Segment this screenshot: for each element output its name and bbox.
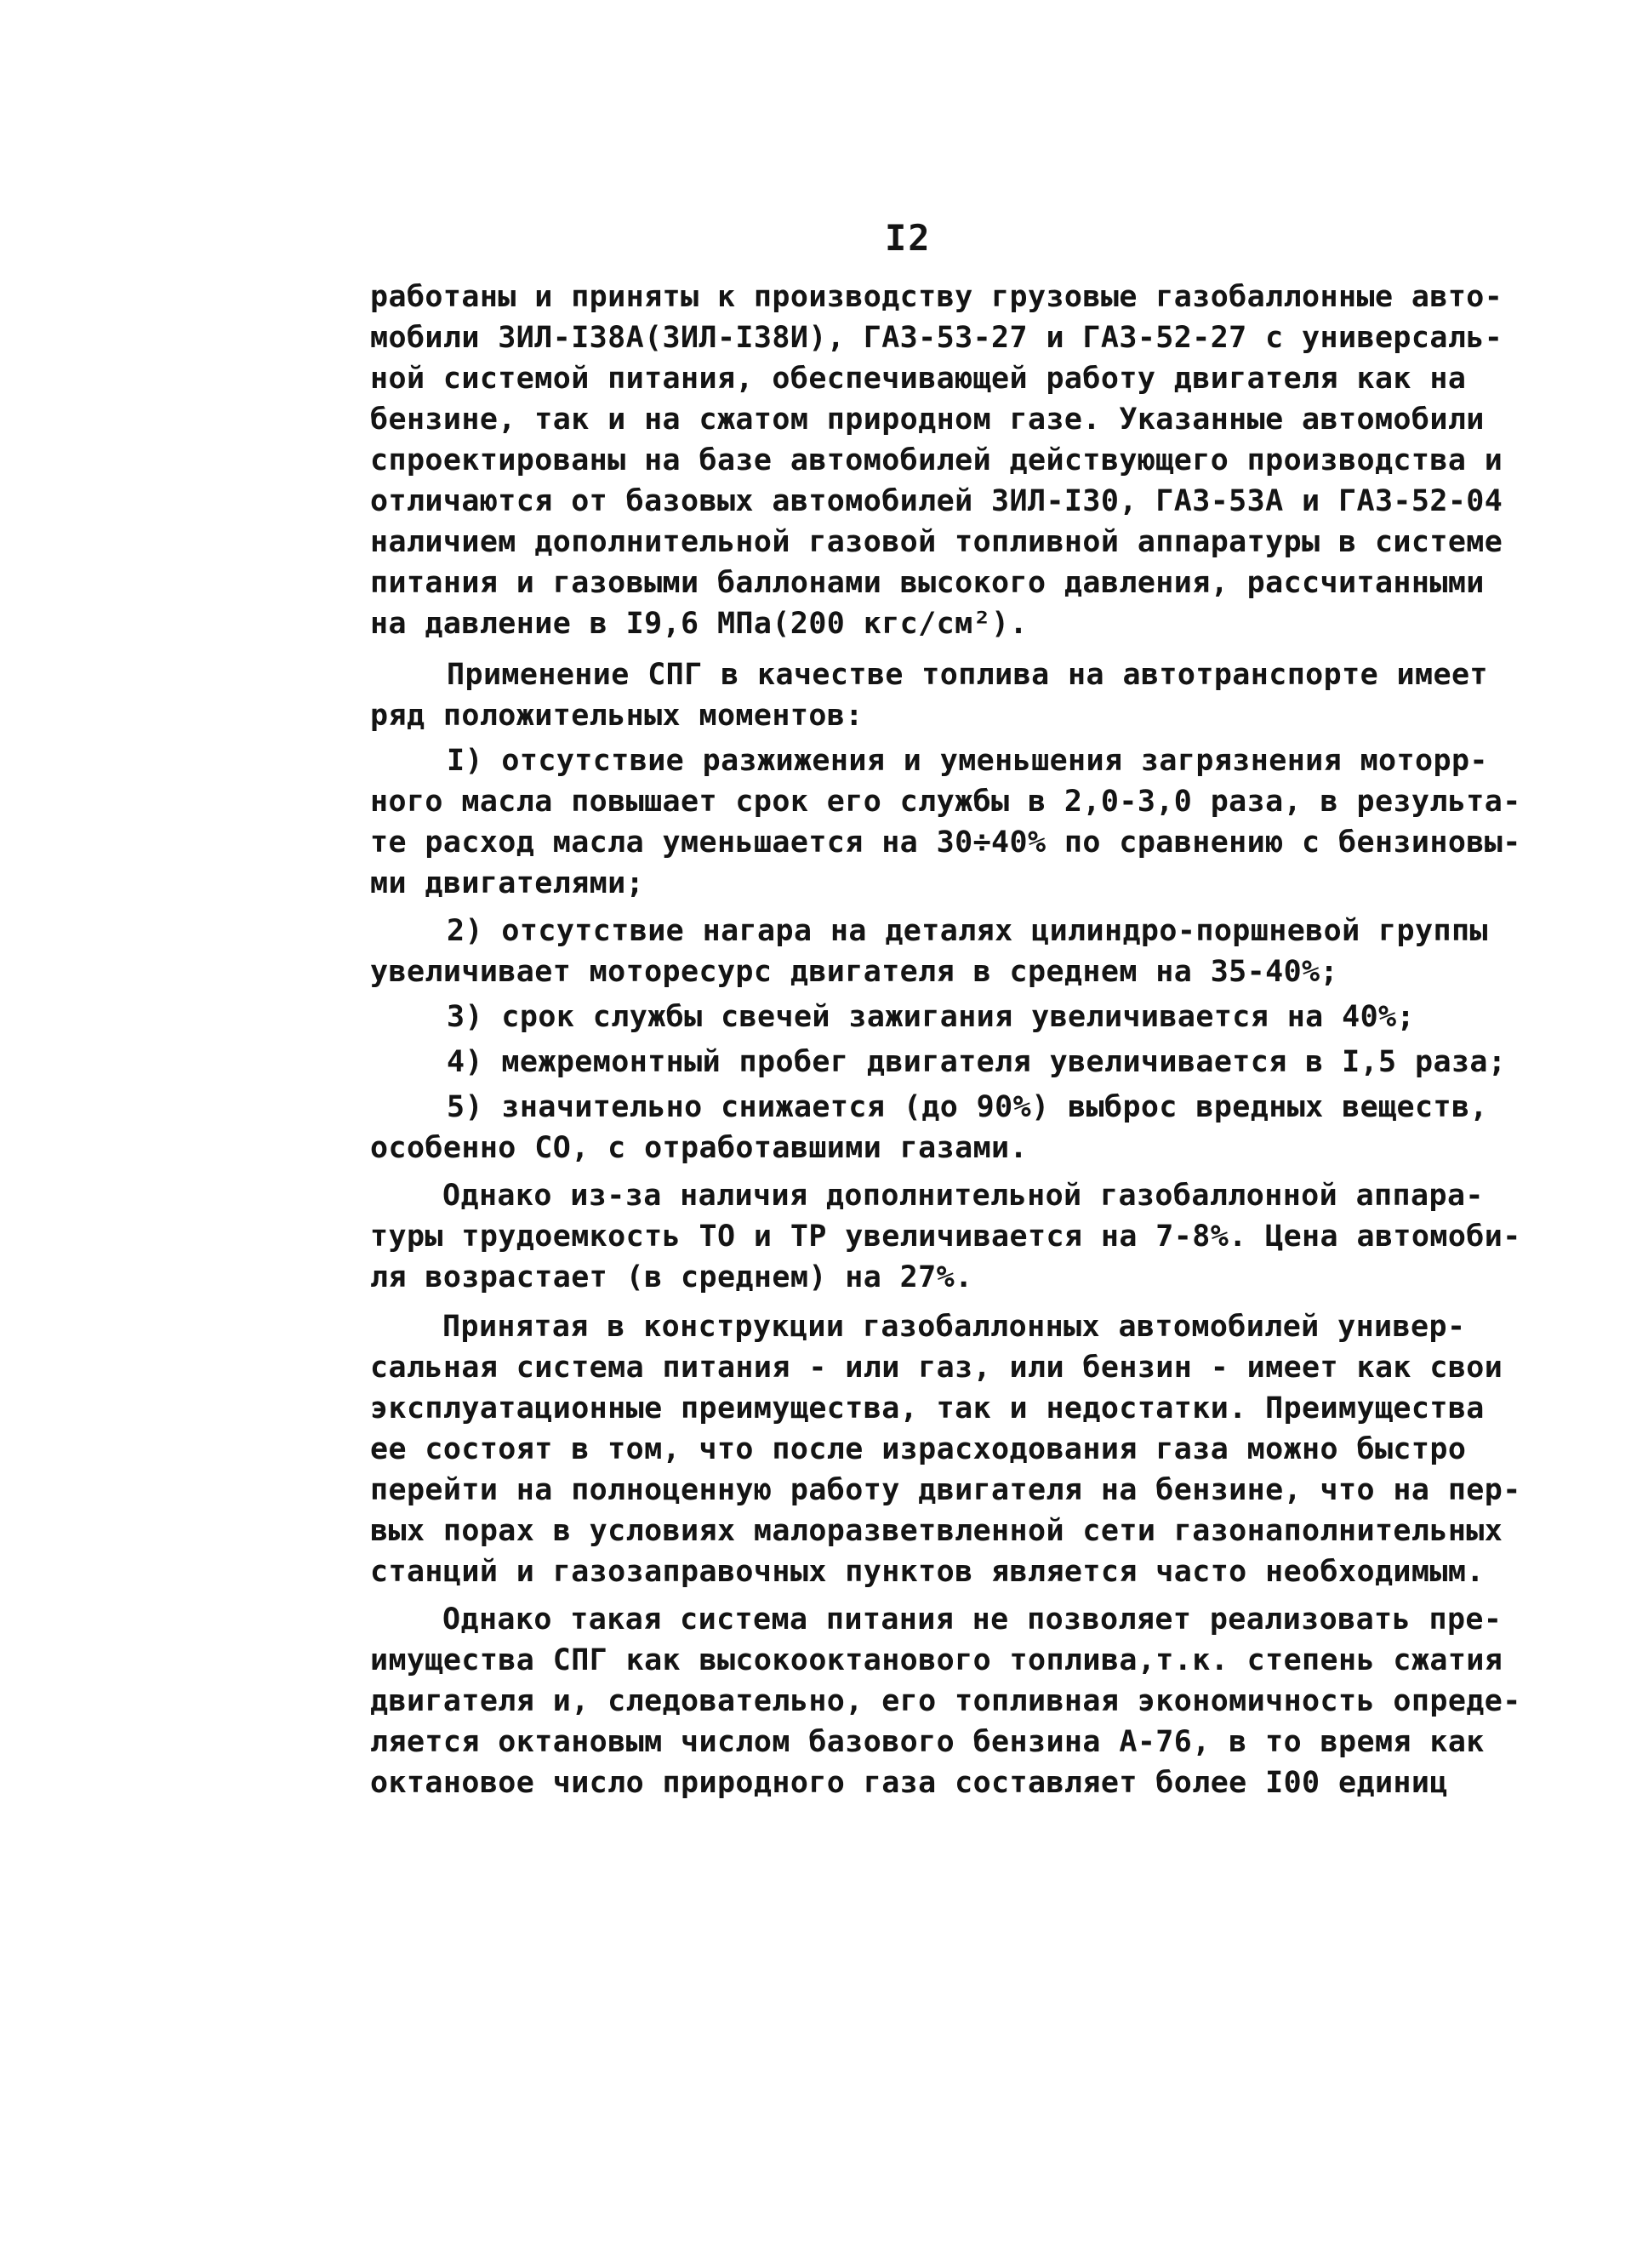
text-line: I) отсутствие разжижения и уменьшения загрязнения моторр- bbox=[447, 744, 1488, 778]
text-line: мобили ЗИЛ-I38А(ЗИЛ-I38И), ГАЗ-53-27 и ГАЗ-52-27 с универсаль- bbox=[370, 321, 1503, 355]
page-number: I2 bbox=[885, 217, 932, 259]
text-line: Принятая в конструкции газобаллонных автомобилей универ- bbox=[442, 1310, 1466, 1344]
text-line: ее состоят в том, что после израсходования газа можно быстро bbox=[370, 1432, 1467, 1466]
text-line: 2) отсутствие нагара на деталях цилиндро-поршневой группы bbox=[447, 914, 1488, 948]
text-line: имущества СПГ как высокооктанового топлива,т.к. степень сжатия bbox=[370, 1643, 1503, 1677]
text-line: сальная система питания - или газ, или бензин - имеет как свои bbox=[370, 1351, 1503, 1385]
text-line: ной системой питания, обеспечивающей работу двигателя как на bbox=[370, 362, 1467, 396]
text-line: эксплуатационные преимущества, так и недостатки. Преимущества bbox=[370, 1391, 1485, 1425]
text-line: увеличивает моторесурс двигателя в среднем на 35-40%; bbox=[370, 955, 1339, 989]
text-line: туры трудоемкость ТО и ТР увеличивается на 7-8%. Цена автомоби- bbox=[370, 1220, 1521, 1254]
text-line: ряд положительных моментов: bbox=[370, 699, 864, 733]
text-line: Однако такая система питания не позволяет реализовать пре- bbox=[442, 1602, 1503, 1637]
text-line: ля возрастает (в среднем) на 27%. bbox=[370, 1260, 973, 1294]
text-line: на давление в I9,6 МПа(200 кгс/см²). bbox=[370, 607, 1028, 641]
text-line: Однако из-за наличия дополнительной газобаллонной аппара- bbox=[442, 1179, 1484, 1213]
text-line: бензине, так и на сжатом природном газе. Указанные автомобили bbox=[370, 403, 1485, 437]
text-line: октановое число природного газа составляет более I00 единиц bbox=[370, 1766, 1448, 1800]
text-line: двигателя и, следовательно, его топливная экономичность опреде- bbox=[370, 1684, 1521, 1718]
text-line: 4) межремонтный пробег двигателя увеличивается в I,5 раза; bbox=[447, 1045, 1507, 1079]
text-line: ляется октановым числом базового бензина А-76, в то время как bbox=[370, 1725, 1485, 1759]
text-line: ного масла повышает срок его службы в 2,0-3,0 раза, в результа- bbox=[370, 785, 1521, 819]
text-line: отличаются от базовых автомобилей ЗИЛ-I30, ГАЗ-53А и ГАЗ-52-04 bbox=[370, 484, 1503, 518]
text-line: те расход масла уменьшается на 30÷40% по сравнению с бензиновы- bbox=[370, 826, 1521, 860]
text-line: ми двигателями; bbox=[370, 866, 645, 900]
text-line: питания и газовыми баллонами высокого давления, рассчитанными bbox=[370, 566, 1485, 600]
text-line: перейти на полноценную работу двигателя на бензине, что на пер- bbox=[370, 1473, 1521, 1507]
text-line: Применение СПГ в качестве топлива на автотранспорте имеет bbox=[447, 658, 1488, 692]
text-line: работаны и приняты к производству грузовые газобаллонные авто- bbox=[370, 280, 1503, 314]
text-line: спроектированы на базе автомобилей действующего производства и bbox=[370, 443, 1503, 477]
text-line: вых порах в условиях малоразветвленной сети газонаполнительных bbox=[370, 1514, 1503, 1548]
text-line: 3) срок службы свечей зажигания увеличивается на 40%; bbox=[447, 1000, 1416, 1034]
text-line: особенно СО, с отработавшими газами. bbox=[370, 1131, 1028, 1165]
text-line: 5) значительно снижается (до 90%) выброс вредных веществ, bbox=[447, 1090, 1488, 1124]
text-line: наличием дополнительной газовой топливной аппаратуры в системе bbox=[370, 525, 1503, 559]
text-line: станций и газозаправочных пунктов является часто необходимым. bbox=[370, 1555, 1485, 1589]
